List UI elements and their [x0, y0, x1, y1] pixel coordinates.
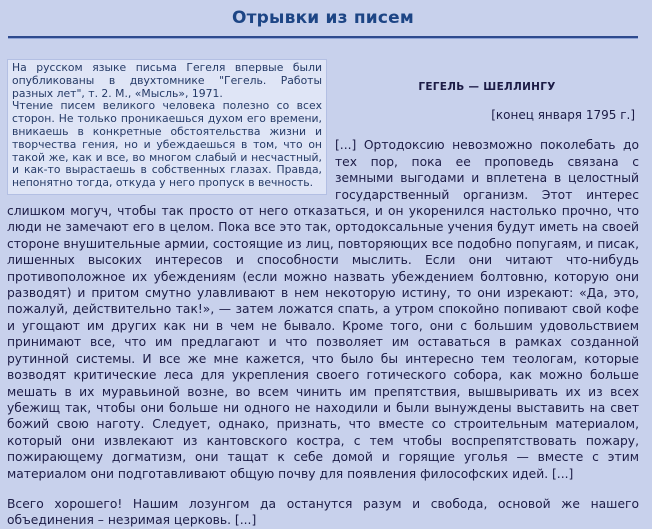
article-body: [7, 59, 639, 529]
letter-paragraph-1: [...] Ортодоксию невозможно поколебать до тех пор, пока ее проповедь связана с земными выгодами и вплетена в целостный государственный организм. Этот интерес слишком могуч, чтобы так просто от него отказаться, и он укоренился настолько прочно, что люди не замечают его в целом. Пока все это так, ортодоксальные учения будут иметь на своей стороне внушительные армии, состоящие из лиц, повторяющих все подобно попугаям, и писак, лишенных высоких интересов и способности мыслить. Если они читают что-нибудь противоположное их убеждениям (если можно назвать убеждением болтовню, которую они разводят) и притом смутно улавливают в нем некоторую истину, то они изрекают: «Да, это, пожалуй, действительно так!», — затем ложатся спать, а утром спокойно попивают свой кофе и угощают им других как ни в чем не бывало. Кроме того, они с большим удовольствием принимают все, что им предлагают и что позволяет им оставаться в рамках созданной рутинной системы. И все же мне кажется, что было бы интересно тем теологам, которые возводят критические леса для укрепления своего готического собора, как можно больше мешать в их муравьиной возне, во всем чинить им препятствия, вышвыривать их из всех убежищ так, чтобы они больше ни одного не находили и были вынуждены выставить на свет божий свою наготу. Следует, однако, признать, что вместе со строительным материалом, который они извлекают из кантовского костра, с тем чтобы воспрепятствовать пожару, пожирающему догматизм, они тащат к себе домой и горящие уголья — вместе с этим материалом они подготавливают общую почву для появления философских идей. [...]: [7, 138, 639, 481]
title-divider-highlight: [8, 38, 638, 39]
editor-note-comment: Чтение писем великого человека полезно со всех сторон. Не только проникаешься духом его времени, вникаешь в конкретные обстоятельства жизни и творчества гения, но и убеждаешься в том, что он такой же, как и все, во многом слабый и несчастный, и как-то вырастаешь в собственных глазах. Правда, непонятно тогда, откуда у него пропуск в вечность.: [12, 99, 322, 190]
letter-paragraph-2: Всего хорошего! Нашим лозунгом да останутся разум и свобода, основой же нашего объединения – незримая церковь. [...]: [7, 496, 639, 528]
editor-note-publication: На русском языке письма Гегеля впервые были опубликованы в двухтомнике "Гегель. Работы разных лет", т. 2. М., «Мысль», 1971.: [12, 61, 322, 100]
letter-heading: ГЕГЕЛЬ — ШЕЛЛИНГУ: [418, 81, 556, 93]
letter-date: [конец января 1795 г.]: [491, 108, 635, 122]
page-title: Отрывки из писем: [231, 8, 415, 28]
editor-note-box: [7, 59, 327, 195]
